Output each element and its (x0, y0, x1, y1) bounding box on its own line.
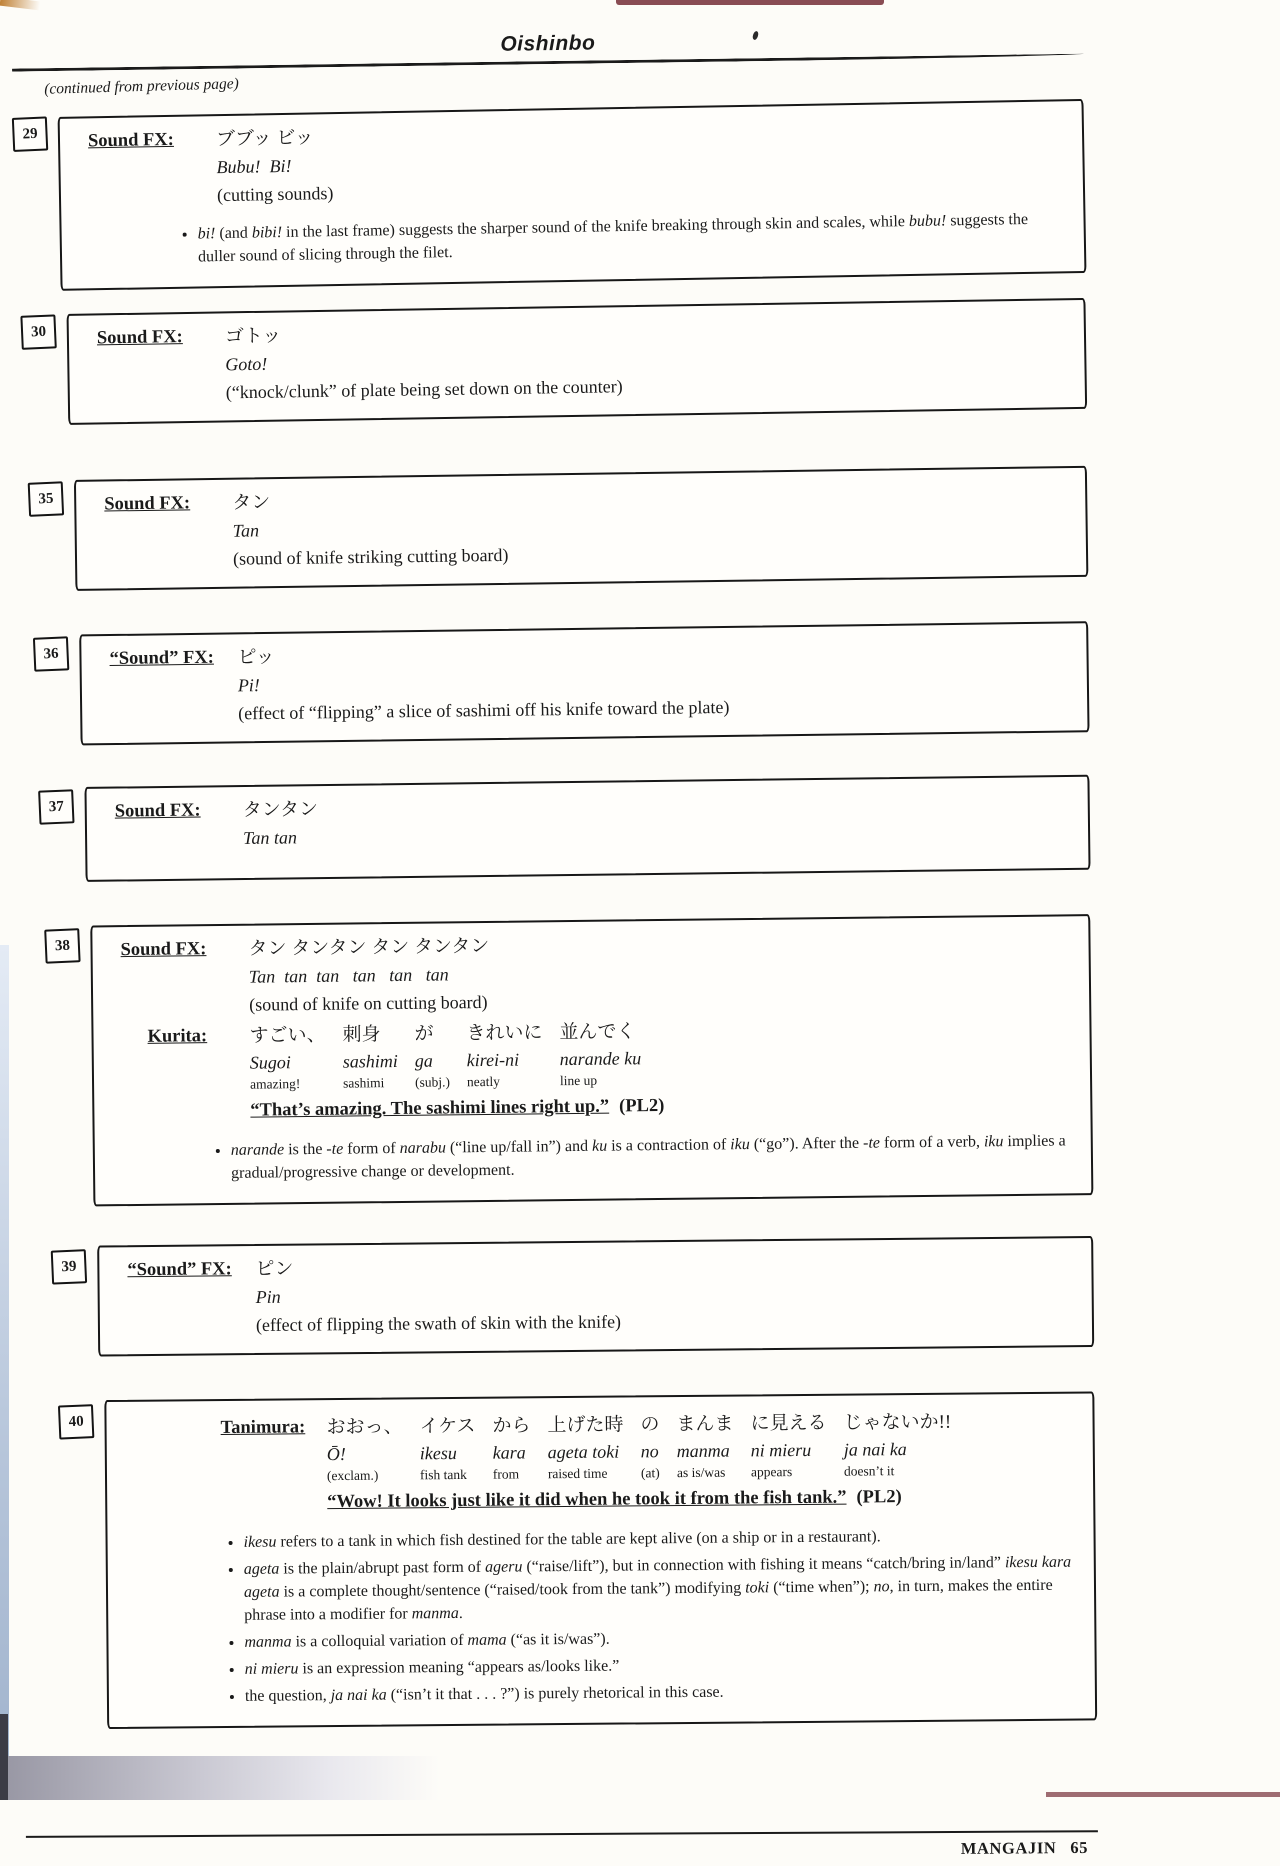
panel-box (104, 1391, 1097, 1729)
panel-number-badge (38, 789, 74, 824)
sound-fx-japanese: ピン (255, 1258, 294, 1281)
gloss-word (559, 1018, 641, 1090)
scan-edge-artifact (0, 945, 9, 1800)
dialogue-content (249, 1018, 664, 1126)
panel-number: 36 (43, 645, 59, 662)
word-romaji: ni mieru (750, 1439, 812, 1461)
sound-fx-label: Sound FX: (120, 939, 207, 961)
sound-fx-row (104, 478, 1066, 574)
word-gloss: sashimi (342, 1075, 385, 1091)
footer-page-number: 65 (1070, 1837, 1089, 1858)
sound-fx-content (225, 317, 623, 406)
word-gloss: (exclam.) (326, 1467, 379, 1484)
word-gloss: (subj.) (415, 1074, 451, 1090)
sound-fx-gloss: (effect of flipping the swath of skin with the knife) (255, 1311, 622, 1336)
panel-entry-40 (58, 1392, 1097, 1729)
word-gloss: raised time (547, 1465, 608, 1482)
word-gloss: line up (559, 1072, 598, 1089)
word-japanese: おおっ、 (326, 1416, 403, 1439)
gloss-word (547, 1412, 624, 1484)
sound-fx-content (216, 124, 334, 209)
sound-fx-japanese: タン タンタン タン タンタン (248, 935, 490, 960)
panel-box (97, 1236, 1094, 1357)
sound-fx-label: Sound FX: (87, 129, 175, 152)
panel-entry-29 (12, 104, 1085, 286)
interlinear-gloss (249, 1018, 664, 1094)
gloss-word (466, 1019, 543, 1091)
dialogue-row (134, 1408, 1073, 1519)
word-gloss: from (492, 1466, 520, 1482)
speaker-label: Tanimura: (220, 1417, 306, 1439)
word-gloss: appears (750, 1464, 793, 1480)
panel-number-badge (12, 116, 48, 151)
word-romaji: ga (414, 1050, 433, 1071)
page-footer (26, 1829, 1098, 1866)
sound-fx-romaji: Tan tan tan tan tan tan (248, 964, 449, 987)
dialogue-content (326, 1409, 952, 1517)
dialogue-translation: “Wow! It looks just like it did when he took it from the fish tank.” (327, 1487, 847, 1513)
sound-fx-gloss: (effect of “flipping” a slice of sashimi off his knife toward the plate) (238, 696, 730, 724)
scan-edge-artifact (616, 0, 884, 5)
word-japanese: イケス (419, 1415, 476, 1438)
word-gloss: (at) (640, 1465, 660, 1481)
sound-fx-row (127, 1248, 1072, 1340)
gloss-word (843, 1409, 951, 1481)
sound-fx-row (88, 111, 1063, 211)
word-gloss: as is/was (676, 1464, 726, 1481)
panel-box (79, 621, 1089, 745)
sound-fx-row (115, 787, 1069, 854)
sound-fx-content (248, 933, 490, 1019)
word-romaji: manma (676, 1440, 730, 1462)
panel-number-badge (28, 481, 64, 516)
word-gloss: doesn’t it (843, 1463, 895, 1479)
panel-number: 39 (61, 1258, 77, 1275)
word-romaji: kirei-ni (466, 1049, 520, 1071)
footer-brand: MANGAJIN (960, 1838, 1057, 1858)
word-gloss: neatly (466, 1073, 501, 1090)
word-romaji: kara (492, 1442, 526, 1463)
sound-fx-romaji: Pi! (237, 675, 260, 696)
gloss-word (640, 1411, 660, 1482)
gloss-word (249, 1022, 326, 1094)
panel-box (67, 298, 1088, 425)
panel-entry-36 (33, 624, 1089, 743)
sound-fx-label: “Sound” FX: (127, 1259, 232, 1281)
panel-box (74, 466, 1088, 591)
word-japanese: の (640, 1414, 660, 1436)
panel-number: 30 (30, 323, 47, 340)
sound-fx-content (255, 1253, 621, 1340)
panel-number-badge (51, 1249, 87, 1284)
entries-list (12, 104, 1097, 1729)
word-romaji: Ō! (326, 1443, 346, 1465)
gloss-word (342, 1021, 398, 1093)
word-romaji: ikesu (419, 1442, 457, 1464)
speaker-label: Kurita: (147, 1026, 208, 1047)
sound-fx-romaji: Tan (232, 520, 260, 541)
panel-number: 29 (22, 125, 38, 142)
panel-number: 40 (68, 1413, 84, 1430)
gloss-word (326, 1413, 403, 1485)
dialogue-translation-line (250, 1092, 664, 1126)
continued-note: (continued from previous page) (43, 75, 240, 98)
panel-number-badge (58, 1404, 94, 1439)
sound-fx-label: “Sound” FX: (109, 647, 214, 670)
word-japanese: から (492, 1415, 531, 1437)
sound-fx-content (237, 638, 729, 727)
panel-box (84, 775, 1090, 882)
notes-list (219, 1524, 1075, 1708)
word-romaji: narande ku (559, 1048, 642, 1070)
note-item: • ni mieru is an expression meaning “appears as/looks like.” (245, 1651, 1075, 1681)
sound-fx-japanese: ゴトッ (224, 325, 282, 348)
page-title: Oishinbo (500, 31, 596, 56)
politeness-level: (PL2) (619, 1095, 665, 1117)
panel-entry-37 (39, 777, 1091, 880)
sound-fx-row (120, 926, 1069, 1020)
sound-fx-row (109, 634, 1067, 730)
sound-fx-label: Sound FX: (114, 800, 201, 822)
sound-fx-gloss: (cutting sounds) (216, 183, 334, 206)
gloss-word (492, 1412, 531, 1483)
word-japanese: じゃないか!! (843, 1411, 952, 1434)
sound-fx-label: Sound FX: (96, 327, 183, 349)
word-japanese: まんま (676, 1413, 734, 1436)
panel-number-badge (20, 314, 56, 349)
sound-fx-content (243, 796, 319, 852)
dialogue-row (121, 1013, 1070, 1127)
word-romaji: ageta toki (547, 1441, 620, 1463)
word-japanese: が (414, 1023, 434, 1045)
note-item: • bi! (and bibi! in the last frame) suggests the sharper sound of the knife breaking through skin and scales, while bubu! suggests the duller sound of slicing through the filet. (197, 207, 1064, 268)
sound-fx-japanese: ブブッ ビッ (215, 127, 314, 151)
panel-number-badge (33, 636, 69, 671)
panel-box (58, 99, 1087, 291)
dialogue-translation: “That’s amazing. The sashimi lines right up.” (250, 1096, 610, 1121)
sound-fx-romaji: Goto! (225, 353, 268, 375)
note-item: • narande is the -te form of narabu (“line up/fall in”) and ku is a contraction of iku (“go”). After the -te form of a verb, iku implies a gradual/progressive change or development. (231, 1129, 1071, 1185)
dialogue-translation-line (327, 1483, 952, 1517)
note-item: • ikesu refers to a tank in which fish destined for the table are kept alive (on a ship or in a restaurant). (243, 1524, 1073, 1554)
gloss-word (750, 1410, 827, 1482)
word-japanese: すごい、 (249, 1024, 326, 1047)
sound-fx-japanese: タンタン (242, 799, 319, 822)
gloss-word (414, 1020, 450, 1091)
panel-number: 38 (54, 937, 71, 954)
note-item: • ageta is the plain/abrupt past form of ageru (“raise/lift”), but in connection with fishing it means “catch/bring in/land” ikesu kara ageta is a complete thought/sentence (“raised/took from the tank”) modifying toki (“time when”); no, in turn, makes the entire phrase into a modifier for manma. (244, 1551, 1075, 1627)
word-romaji: no (640, 1441, 659, 1462)
panel-entry-35 (28, 469, 1088, 588)
word-japanese: に見える (750, 1412, 827, 1435)
panel-entry-30 (21, 302, 1087, 421)
scan-edge-artifact (0, 0, 40, 10)
word-romaji: ja nai ka (843, 1439, 907, 1460)
word-gloss: amazing! (249, 1076, 301, 1092)
magazine-page (12, 28, 1098, 1866)
notes-list (207, 1129, 1071, 1185)
sound-fx-romaji: Pin (255, 1286, 281, 1308)
word-romaji: Sugoi (249, 1052, 291, 1073)
gloss-word (419, 1413, 475, 1484)
interlinear-gloss (326, 1409, 951, 1485)
sound-fx-gloss: (sound of knife on cutting board) (249, 991, 488, 1015)
sound-fx-romaji: Bubu! Bi! (216, 155, 292, 178)
sound-fx-gloss: (“knock/clunk” of plate being set down on the counter) (225, 376, 623, 403)
sound-fx-gloss: (sound of knife striking cutting board) (232, 544, 509, 569)
panel-box (90, 914, 1093, 1206)
note-item: • manma is a colloquial variation of mama (“as it is/was”). (244, 1624, 1074, 1654)
panel-number: 35 (38, 490, 54, 507)
sound-fx-row (97, 310, 1065, 408)
panel-number-badge (44, 928, 80, 963)
panel-number: 37 (48, 798, 65, 815)
word-romaji: sashimi (342, 1050, 398, 1072)
sound-fx-label: Sound FX: (104, 493, 191, 515)
politeness-level: (PL2) (856, 1487, 902, 1508)
sound-fx-content (232, 486, 509, 573)
sound-fx-romaji: Tan tan (242, 827, 298, 849)
panel-entry-39 (51, 1237, 1094, 1356)
sound-fx-japanese: タン (232, 492, 271, 514)
page-shadow (0, 1714, 8, 1800)
word-japanese: きれいに (466, 1022, 543, 1045)
word-gloss: fish tank (419, 1466, 467, 1483)
word-japanese: 上げた時 (547, 1414, 624, 1437)
notes-list (173, 207, 1064, 269)
note-item: • the question, ja nai ka (“isn’t it that . . . ?”) is purely rhetorical in this case. (245, 1678, 1075, 1708)
sound-fx-japanese: ピッ (237, 646, 275, 669)
gloss-word (676, 1411, 734, 1482)
panel-entry-38 (45, 916, 1093, 1205)
word-japanese: 刺身 (342, 1024, 381, 1046)
word-japanese: 並んでく (559, 1021, 636, 1044)
